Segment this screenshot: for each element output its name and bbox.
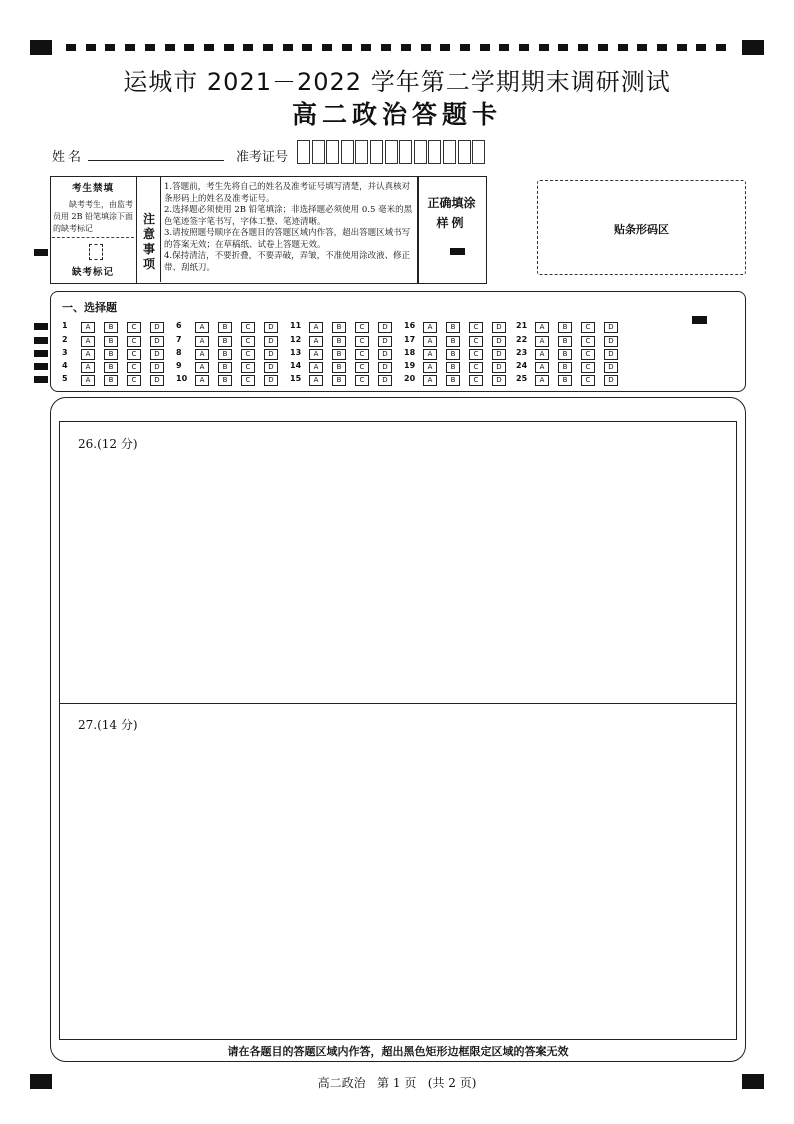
- mcq-question-number: 1: [62, 321, 68, 330]
- exam-id-cell[interactable]: [458, 140, 471, 164]
- mcq-option-bubble[interactable]: C: [241, 362, 255, 373]
- mcq-option-bubble[interactable]: B: [104, 362, 118, 373]
- mcq-option-bubble[interactable]: C: [241, 349, 255, 360]
- mcq-option-bubble[interactable]: A: [81, 336, 95, 347]
- mcq-title: 一、选择题: [62, 301, 117, 314]
- mcq-option-bubble[interactable]: B: [104, 322, 118, 333]
- sample-title: 正确填涂: [427, 196, 476, 210]
- mcq-question-number: 14: [290, 361, 302, 370]
- mcq-option-bubble[interactable]: C: [127, 349, 141, 360]
- mcq-option-bubble[interactable]: D: [492, 322, 506, 333]
- forbidden-divider: [52, 237, 134, 238]
- mcq-option-bubble[interactable]: B: [558, 349, 572, 360]
- mcq-question-number: 19: [404, 361, 416, 370]
- mcq-option-bubble[interactable]: A: [309, 375, 323, 386]
- mcq-option-bubble[interactable]: D: [150, 336, 164, 347]
- mcq-option-bubble[interactable]: A: [81, 375, 95, 386]
- mcq-option-bubble[interactable]: B: [332, 322, 346, 333]
- answer-region-27[interactable]: [59, 703, 737, 1040]
- mcq-question-number: 24: [516, 361, 528, 370]
- mcq-option-bubble[interactable]: D: [264, 362, 278, 373]
- mcq-option-bubble[interactable]: D: [264, 375, 278, 386]
- mcq-option-bubble[interactable]: B: [104, 349, 118, 360]
- mcq-question-number: 25: [516, 374, 528, 383]
- mcq-option-bubble[interactable]: D: [264, 336, 278, 347]
- timing-dash: [598, 44, 608, 51]
- mcq-option-bubble[interactable]: C: [241, 375, 255, 386]
- mcq-question-number: 18: [404, 348, 416, 357]
- mcq-option-bubble[interactable]: C: [469, 349, 483, 360]
- mcq-option-bubble[interactable]: A: [81, 349, 95, 360]
- timing-dash: [204, 44, 214, 51]
- exam-id-label: 准考证号: [236, 150, 289, 165]
- mcq-option-bubble[interactable]: C: [469, 336, 483, 347]
- mcq-option-bubble[interactable]: C: [241, 322, 255, 333]
- exam-id-cell[interactable]: [443, 140, 456, 164]
- timing-dash: [283, 44, 293, 51]
- mcq-question-number: 10: [176, 374, 188, 383]
- mcq-option-bubble[interactable]: A: [423, 336, 437, 347]
- mcq-option-bubble[interactable]: B: [218, 349, 232, 360]
- mcq-option-bubble[interactable]: D: [150, 375, 164, 386]
- exam-id-cell[interactable]: [341, 140, 354, 164]
- mcq-question-number: 2: [62, 335, 68, 344]
- row-timing-mark: [34, 376, 48, 383]
- mcq-option-bubble[interactable]: C: [355, 375, 369, 386]
- mcq-option-bubble[interactable]: A: [81, 322, 95, 333]
- mcq-option-bubble[interactable]: A: [423, 375, 437, 386]
- mcq-option-bubble[interactable]: B: [332, 349, 346, 360]
- mcq-option-bubble[interactable]: D: [604, 375, 618, 386]
- mcq-option-bubble[interactable]: D: [150, 362, 164, 373]
- mcq-option-bubble[interactable]: A: [309, 349, 323, 360]
- mcq-option-bubble[interactable]: D: [378, 349, 392, 360]
- mcq-option-bubble[interactable]: C: [355, 336, 369, 347]
- mcq-option-bubble[interactable]: D: [492, 375, 506, 386]
- timing-dash: [165, 44, 175, 51]
- notes-item-1: 1.答题前，考生先将自己的姓名及准考证号填写清楚，并认真核对条形码上的姓名及准考证号。: [164, 182, 411, 204]
- answer-region-26[interactable]: [59, 421, 737, 704]
- mcq-option-bubble[interactable]: D: [378, 322, 392, 333]
- mcq-option-bubble[interactable]: D: [604, 336, 618, 347]
- timing-dash: [105, 44, 115, 51]
- timing-dash: [322, 44, 332, 51]
- absent-mark-bubble[interactable]: [89, 244, 103, 260]
- mcq-option-bubble[interactable]: B: [218, 336, 232, 347]
- timing-dash: [480, 44, 490, 51]
- mcq-option-bubble[interactable]: A: [309, 362, 323, 373]
- mcq-option-bubble[interactable]: B: [104, 336, 118, 347]
- mcq-option-bubble[interactable]: A: [535, 362, 549, 373]
- mcq-option-bubble[interactable]: A: [309, 336, 323, 347]
- mcq-option-bubble[interactable]: B: [558, 336, 572, 347]
- mcq-option-bubble[interactable]: C: [241, 336, 255, 347]
- exam-title: 运城市 2021－2022 学年第二学期期末调研测试: [123, 68, 671, 96]
- mcq-option-bubble[interactable]: B: [218, 362, 232, 373]
- mcq-option-bubble[interactable]: D: [378, 375, 392, 386]
- notes-divider: [160, 176, 161, 282]
- exam-id-cell[interactable]: [399, 140, 412, 164]
- notes-title: 注意事项: [143, 212, 156, 271]
- mcq-option-bubble[interactable]: D: [150, 349, 164, 360]
- notes-item-2: 2.选择题必须使用 2B 铅笔填涂；非选择题必须使用 0.5 毫米的黑色笔迹签字笔书写，字体工整、笔迹清晰。: [164, 205, 413, 227]
- exam-id-cell[interactable]: [385, 140, 398, 164]
- barcode-label: 贴条形码区: [614, 223, 669, 236]
- timing-dash: [184, 44, 194, 51]
- mcq-option-bubble[interactable]: A: [535, 375, 549, 386]
- mcq-option-bubble[interactable]: D: [150, 322, 164, 333]
- mcq-option-bubble[interactable]: C: [581, 375, 595, 386]
- mcq-option-bubble[interactable]: D: [604, 362, 618, 373]
- timing-dash: [637, 44, 647, 51]
- row-timing-mark: [34, 350, 48, 357]
- row-timing-mark: [34, 363, 48, 370]
- mcq-question-number: 20: [404, 374, 416, 383]
- timing-dash: [716, 44, 726, 51]
- mcq-question-number: 3: [62, 348, 68, 357]
- mcq-option-bubble[interactable]: D: [492, 349, 506, 360]
- timing-dash: [657, 44, 667, 51]
- mcq-option-bubble[interactable]: B: [446, 336, 460, 347]
- sample-title-2: 样例: [436, 216, 467, 230]
- timing-dash: [558, 44, 568, 51]
- timing-dash: [381, 44, 391, 51]
- timing-dash: [224, 44, 234, 51]
- mcq-question-number: 16: [404, 321, 416, 330]
- mcq-option-bubble[interactable]: B: [332, 336, 346, 347]
- timing-dash: [677, 44, 687, 51]
- mcq-option-bubble[interactable]: B: [558, 375, 572, 386]
- mcq-option-bubble[interactable]: C: [355, 322, 369, 333]
- mcq-option-bubble[interactable]: B: [446, 322, 460, 333]
- mcq-question-number: 11: [290, 321, 302, 330]
- mcq-option-bubble[interactable]: C: [581, 336, 595, 347]
- mcq-question-number: 12: [290, 335, 302, 344]
- mcq-question-number: 22: [516, 335, 528, 344]
- mcq-option-bubble[interactable]: C: [355, 362, 369, 373]
- row-timing-mark: [34, 323, 48, 330]
- mcq-option-bubble[interactable]: A: [195, 375, 209, 386]
- answer-label-27: 27.(14 分): [78, 718, 138, 732]
- mcq-question-number: 7: [176, 335, 182, 344]
- exam-id-cell[interactable]: [312, 140, 325, 164]
- page-number: 高二政治 第 1 页 (共 2 页): [317, 1076, 477, 1090]
- mcq-option-bubble[interactable]: A: [195, 349, 209, 360]
- timing-dash: [578, 44, 588, 51]
- timing-dash: [342, 44, 352, 51]
- timing-dash: [618, 44, 628, 51]
- mcq-option-bubble[interactable]: C: [581, 322, 595, 333]
- notes-item-4: 4.保持清洁，不要折叠，不要弄破，弄皱，不准使用涂改液、修正带、刮纸刀。: [164, 251, 411, 273]
- timing-dash: [86, 44, 96, 51]
- mcq-question-number: 4: [62, 361, 68, 370]
- timing-dash: [125, 44, 135, 51]
- mcq-question-number: 6: [176, 321, 182, 330]
- mcq-option-bubble[interactable]: B: [218, 375, 232, 386]
- mcq-option-bubble[interactable]: C: [355, 349, 369, 360]
- timing-dash: [499, 44, 509, 51]
- side-mark: [34, 249, 48, 256]
- mcq-option-bubble[interactable]: D: [604, 349, 618, 360]
- mcq-option-bubble[interactable]: C: [469, 362, 483, 373]
- mcq-option-bubble[interactable]: B: [558, 322, 572, 333]
- mcq-option-bubble[interactable]: A: [81, 362, 95, 373]
- exam-id-cell[interactable]: [428, 140, 441, 164]
- mcq-option-bubble[interactable]: C: [127, 375, 141, 386]
- timing-dash: [696, 44, 706, 51]
- mcq-timing-mark: [692, 316, 707, 324]
- mcq-option-bubble[interactable]: D: [492, 362, 506, 373]
- timing-dash: [302, 44, 312, 51]
- timing-dash: [519, 44, 529, 51]
- mcq-option-bubble[interactable]: A: [309, 322, 323, 333]
- mcq-option-bubble[interactable]: A: [535, 349, 549, 360]
- mcq-option-bubble[interactable]: B: [332, 375, 346, 386]
- timing-dash: [401, 44, 411, 51]
- forbidden-title: 考生禁填: [71, 183, 114, 194]
- mcq-option-bubble[interactable]: C: [581, 362, 595, 373]
- mcq-option-bubble[interactable]: D: [604, 322, 618, 333]
- exam-id-cell[interactable]: [355, 140, 368, 164]
- mcq-question-number: 17: [404, 335, 416, 344]
- timing-dash: [440, 44, 450, 51]
- mcq-option-bubble[interactable]: C: [581, 349, 595, 360]
- mcq-question-number: 23: [516, 348, 528, 357]
- mcq-option-bubble[interactable]: A: [195, 322, 209, 333]
- timing-dash: [263, 44, 273, 51]
- mcq-option-bubble[interactable]: D: [264, 322, 278, 333]
- mcq-option-bubble[interactable]: A: [423, 322, 437, 333]
- timing-dash: [66, 44, 76, 51]
- mcq-option-bubble[interactable]: A: [423, 349, 437, 360]
- mcq-option-bubble[interactable]: C: [127, 362, 141, 373]
- forbidden-text: 缺考考生，由监考员用 2B 铅笔填涂下面的缺考标记: [53, 200, 134, 233]
- mcq-option-bubble[interactable]: C: [469, 322, 483, 333]
- mcq-option-bubble[interactable]: C: [127, 322, 141, 333]
- exam-id-cell[interactable]: [326, 140, 339, 164]
- mcq-option-bubble[interactable]: A: [195, 336, 209, 347]
- mcq-option-bubble[interactable]: A: [535, 322, 549, 333]
- mcq-question-number: 13: [290, 348, 302, 357]
- corner-mark-top-right: [742, 40, 764, 55]
- timing-dash: [361, 44, 371, 51]
- timing-dash: [243, 44, 253, 51]
- exam-id-cell[interactable]: [370, 140, 383, 164]
- mcq-option-bubble[interactable]: D: [378, 362, 392, 373]
- exam-id-cell[interactable]: [472, 140, 485, 164]
- sheet-title: 高二政治答题卡: [291, 100, 502, 129]
- timing-dash: [421, 44, 431, 51]
- sample-filled-bubble: [450, 248, 465, 255]
- exam-id-cell[interactable]: [414, 140, 427, 164]
- mcq-option-bubble[interactable]: B: [218, 322, 232, 333]
- exam-id-cell[interactable]: [297, 140, 310, 164]
- mcq-option-bubble[interactable]: B: [104, 375, 118, 386]
- mcq-option-bubble[interactable]: D: [264, 349, 278, 360]
- row-timing-mark: [34, 337, 48, 344]
- mcq-option-bubble[interactable]: A: [423, 362, 437, 373]
- mcq-option-bubble[interactable]: C: [127, 336, 141, 347]
- name-label: 姓名: [52, 150, 85, 165]
- mcq-option-bubble[interactable]: B: [446, 362, 460, 373]
- notes-item-3: 3.请按照题号顺序在各题目的答题区域内作答，超出答题区域书写的答案无效；在草稿纸、试卷上答题无效。: [164, 228, 411, 250]
- timing-dash: [460, 44, 470, 51]
- mcq-option-bubble[interactable]: B: [446, 349, 460, 360]
- mcq-option-bubble[interactable]: A: [195, 362, 209, 373]
- timing-dash: [145, 44, 155, 51]
- mcq-question-number: 15: [290, 374, 302, 383]
- mcq-option-bubble[interactable]: C: [469, 375, 483, 386]
- mcq-question-number: 9: [176, 361, 182, 370]
- mcq-option-bubble[interactable]: D: [378, 336, 392, 347]
- mcq-question-number: 8: [176, 348, 182, 357]
- absent-mark-label: 缺考标记: [71, 267, 114, 278]
- mcq-option-bubble[interactable]: D: [492, 336, 506, 347]
- mcq-question-number: 21: [516, 321, 528, 330]
- answer-warning: 请在各题目的答题区域内作答，超出黑色矩形边框限定区域的答案无效: [227, 1045, 569, 1058]
- mcq-option-bubble[interactable]: B: [558, 362, 572, 373]
- mcq-option-bubble[interactable]: A: [535, 336, 549, 347]
- answer-label-26: 26.(12 分): [78, 437, 138, 451]
- mcq-option-bubble[interactable]: B: [446, 375, 460, 386]
- mcq-question-number: 5: [62, 374, 68, 383]
- timing-dash: [539, 44, 549, 51]
- corner-mark-top-left: [30, 40, 52, 55]
- mcq-option-bubble[interactable]: B: [332, 362, 346, 373]
- name-field[interactable]: [88, 160, 224, 161]
